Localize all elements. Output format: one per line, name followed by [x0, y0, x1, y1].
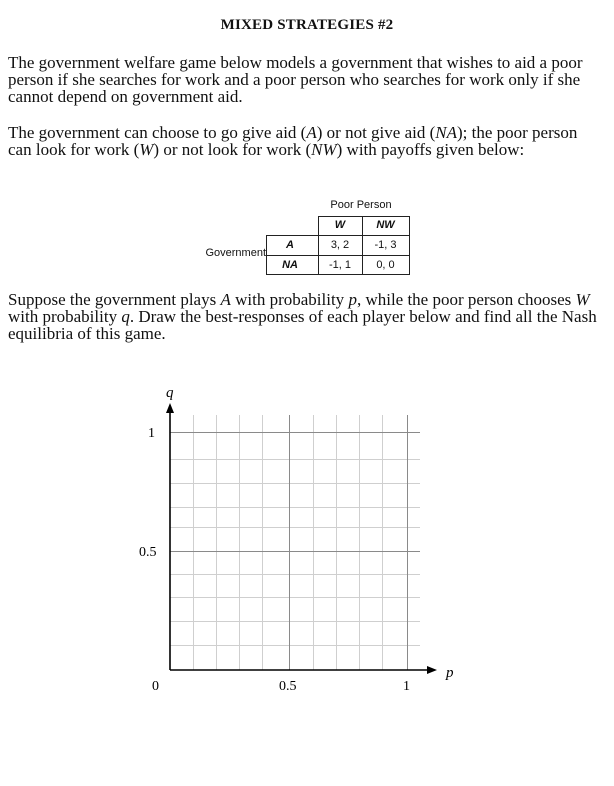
payoff-a-nw: -1, 3	[374, 239, 397, 251]
row-player-label: Government	[205, 247, 266, 259]
y-axis-arrow-icon	[166, 403, 174, 413]
strategy-a: A	[306, 123, 317, 142]
payoff-a-w: 3, 2	[330, 239, 350, 251]
y-axis-label: q	[166, 385, 174, 401]
paragraph-question: Suppose the government plays A with probability p, while the poor person chooses W with probability q. Draw the best-responses of each player below and find all the Nash equilibria of this game.	[8, 290, 597, 343]
grid-lines	[170, 415, 420, 670]
x-tick-1: 1	[403, 679, 410, 694]
column-player-label: Poor Person	[330, 199, 392, 211]
col-header-nw: NW	[376, 219, 395, 231]
x-axis-arrow-icon	[427, 666, 437, 674]
col-header-w: W	[334, 219, 346, 231]
page-title: MIXED STRATEGIES #2	[220, 17, 394, 33]
y-tick-0-5: 0.5	[139, 545, 157, 560]
payoff-na-nw: 0, 0	[376, 259, 395, 271]
strategy-w: W	[139, 140, 154, 159]
x-tick-0-5: 0.5	[279, 679, 297, 694]
x-tick-0: 0	[152, 679, 159, 694]
y-tick-1: 1	[148, 426, 155, 441]
paragraph-intro: The government welfare game below models a government that wishes to aid a poor person if she searches for work and a poor person who searches for work only if she cannot depend on government aid.	[8, 53, 583, 106]
x-axis-label: p	[446, 665, 454, 681]
payoff-na-w: -1, 1	[328, 259, 351, 271]
strategy-na: NA	[435, 123, 457, 142]
strategy-nw: NW	[311, 140, 337, 159]
paragraph-strategies: The government can choose to go give aid (A) or not give aid (NA); the poor person can look for work (W) or not look for work (NW) with payoffs given below:	[8, 123, 578, 159]
axes	[170, 412, 428, 670]
row-header-na: NA	[282, 259, 298, 271]
row-header-a: A	[286, 239, 294, 251]
